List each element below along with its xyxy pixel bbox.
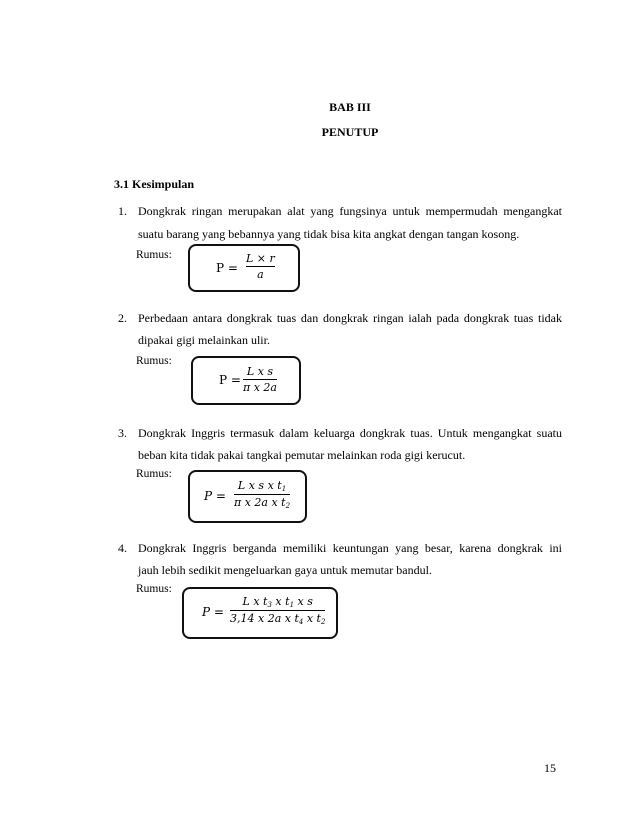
formula-denominator: π x 2a (243, 381, 277, 394)
formula-numerator: L x s (246, 365, 274, 378)
formula-box (182, 587, 338, 639)
formula-fraction (243, 365, 277, 394)
rumus-label: Rumus: (136, 355, 172, 367)
item-text-line: Perbedaan antara dongkrak tuas dan dongkrak ringan ialah pada dongkrak tuas tidak (138, 311, 562, 325)
formula-box (188, 470, 307, 523)
formula-numerator: L × r (246, 252, 275, 265)
formula-lhs: P = (216, 261, 238, 275)
item-number: 1. (118, 204, 127, 218)
fraction-bar (230, 610, 325, 611)
item-text-line: dipakai gigi melainkan ulir. (138, 333, 270, 347)
formula-fraction (246, 252, 275, 281)
formula-numerator: L x s x $t_1$ (237, 479, 287, 493)
formula-box (188, 244, 300, 292)
item-number: 3. (118, 426, 127, 440)
item-text-line: suatu barang yang bebannya yang tidak bisa kita angkat dengan tangan kosong. (138, 227, 520, 241)
formula-fraction (230, 595, 325, 626)
item-text-line: jauh lebih sedikit mengeluarkan gaya untuk memutar bandul. (138, 563, 432, 577)
item-text-line: Dongkrak Inggris berganda memiliki keuntungan yang besar, karena dongkrak ini (138, 541, 562, 555)
formula-numerator: L x $t_3$ x $t_1$ x s (242, 595, 313, 609)
formula-denominator: 3,14 x 2a x $t_4$ x $t_2$ (230, 612, 326, 626)
formula-box (191, 356, 301, 405)
item-number: 4. (118, 541, 127, 555)
formula-lhs: P = (204, 489, 226, 503)
fraction-bar (243, 379, 277, 380)
item-text-line: Dongkrak Inggris termasuk dalam keluarga dongkrak tuas. Untuk mengangkat suatu (138, 426, 562, 440)
section-title: 3.1 Kesimpulan (114, 177, 195, 191)
rumus-label: Rumus: (136, 249, 172, 261)
fraction-bar (234, 494, 290, 495)
formula-lhs: P = (219, 373, 241, 387)
rumus-label: Rumus: (136, 583, 172, 595)
fraction-bar (246, 266, 275, 267)
chapter-title: PENUTUP (321, 125, 379, 139)
item-text-line: beban kita tidak pakai tangkai pemutar melainkan roda gigi kerucut. (138, 448, 466, 462)
formula-denominator: π x 2a x $t_2$ (234, 496, 291, 510)
formula-fraction (234, 479, 290, 510)
chapter-label: BAB III (329, 100, 371, 114)
item-number: 2. (118, 311, 127, 325)
page-number: 15 (544, 761, 556, 775)
item-text-line: Dongkrak ringan merupakan alat yang fungsinya untuk mempermudah mengangkat (138, 204, 562, 218)
rumus-label: Rumus: (136, 468, 172, 480)
formula-denominator: a (257, 268, 264, 281)
formula-lhs: P = (202, 605, 224, 619)
